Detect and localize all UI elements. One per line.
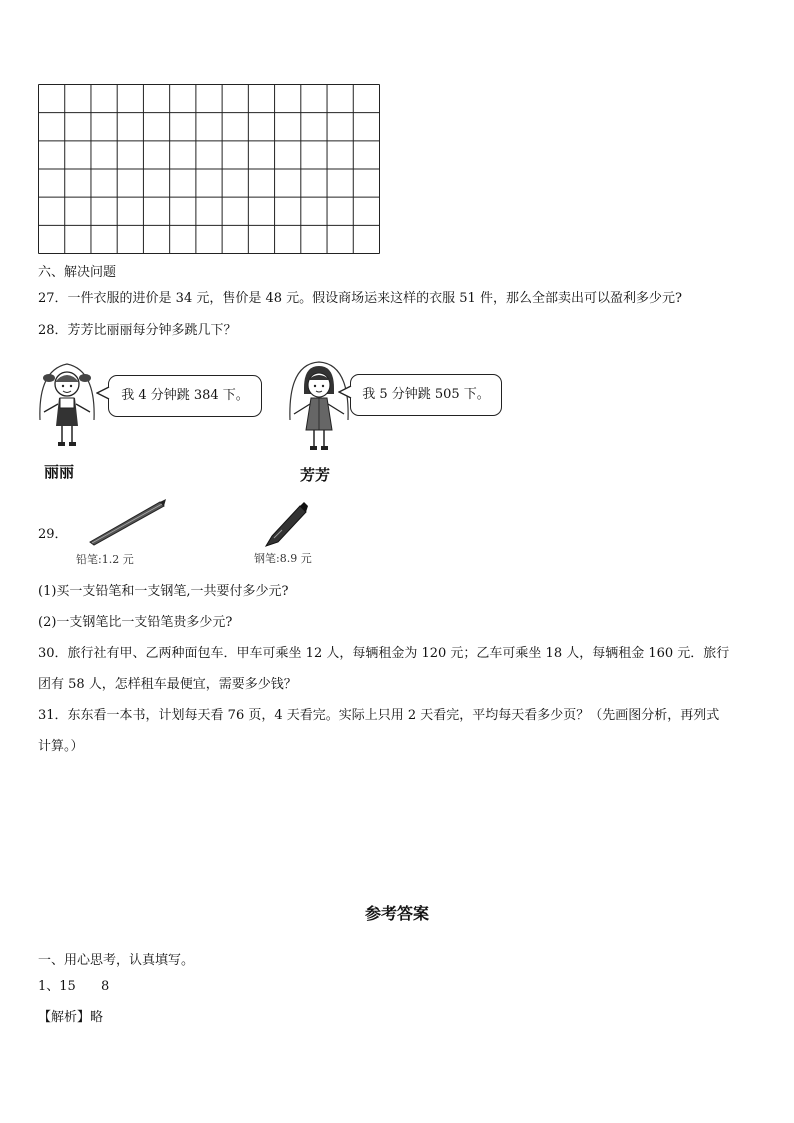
lili-bubble-text: 我 4 分钟跳 384 下。 bbox=[121, 388, 249, 403]
question-27: 27．一件衣服的进价是 34 元，售价是 48 元。假设商场运来这样的衣服 51 件，那么全部卖出可以盈利多少元? bbox=[38, 291, 682, 306]
pencil-price: 铅笔:1.2 元 bbox=[76, 553, 134, 566]
pen-price: 钢笔:8.9 元 bbox=[254, 552, 312, 565]
fangfang-name: 芳芳 bbox=[300, 466, 331, 484]
fangfang-speech-bubble bbox=[350, 374, 502, 416]
fangfang-bubble-tail-icon bbox=[338, 384, 352, 400]
writing-grid bbox=[38, 84, 380, 254]
fangfang-bubble-text: 我 5 分钟跳 505 下。 bbox=[362, 387, 490, 402]
girl-jumping-rope-icon bbox=[284, 358, 354, 458]
answer-1-value: 8 bbox=[101, 979, 110, 994]
question-31-line-2: 计算。） bbox=[38, 739, 84, 754]
question-29-part-2: (2)一支钢笔比一支铅笔贵多少元? bbox=[38, 615, 233, 630]
lili-name: 丽丽 bbox=[44, 463, 75, 481]
fountain-pen-icon bbox=[260, 500, 310, 548]
question-29-part-1: (1)买一支铅笔和一支钢笔,一共要付多少元? bbox=[38, 584, 289, 599]
pencil-icon bbox=[86, 498, 168, 546]
girl-jumping-rope-icon bbox=[36, 360, 98, 455]
answers-section-1: 一、用心思考，认真填写。 bbox=[38, 953, 195, 968]
lili-bubble-tail-icon bbox=[96, 385, 110, 401]
grid-lines bbox=[38, 84, 380, 254]
question-30-line-2: 团有 58 人，怎样租车最便宜，需要多少钱？ bbox=[38, 677, 297, 692]
question-30-line-1: 30．旅行社有甲、乙两种面包车．甲车可乘坐 12 人，每辆租金为 120 元；乙车可乘坐 18 人，每辆租金 160 元．旅行 bbox=[38, 646, 730, 661]
answer-1-number: 1、15 bbox=[38, 979, 76, 994]
fangfang-figure bbox=[284, 358, 354, 458]
answer-analysis: 【解析】略 bbox=[38, 1010, 104, 1025]
answers-title: 参考答案 bbox=[364, 904, 429, 923]
question-28: 28．芳芳比丽丽每分钟多跳几下？ bbox=[38, 323, 237, 338]
section-heading: 六、解决问题 bbox=[38, 265, 117, 280]
question-31-line-1: 31．东东看一本书，计划每天看 76 页，4 天看完。实际上只用 2 天看完，平均每天看多少页？（先画图分析，再列式 bbox=[38, 708, 720, 723]
lili-figure bbox=[36, 360, 98, 455]
lili-speech-bubble bbox=[108, 375, 262, 417]
question-29-number: 29． bbox=[38, 527, 68, 542]
